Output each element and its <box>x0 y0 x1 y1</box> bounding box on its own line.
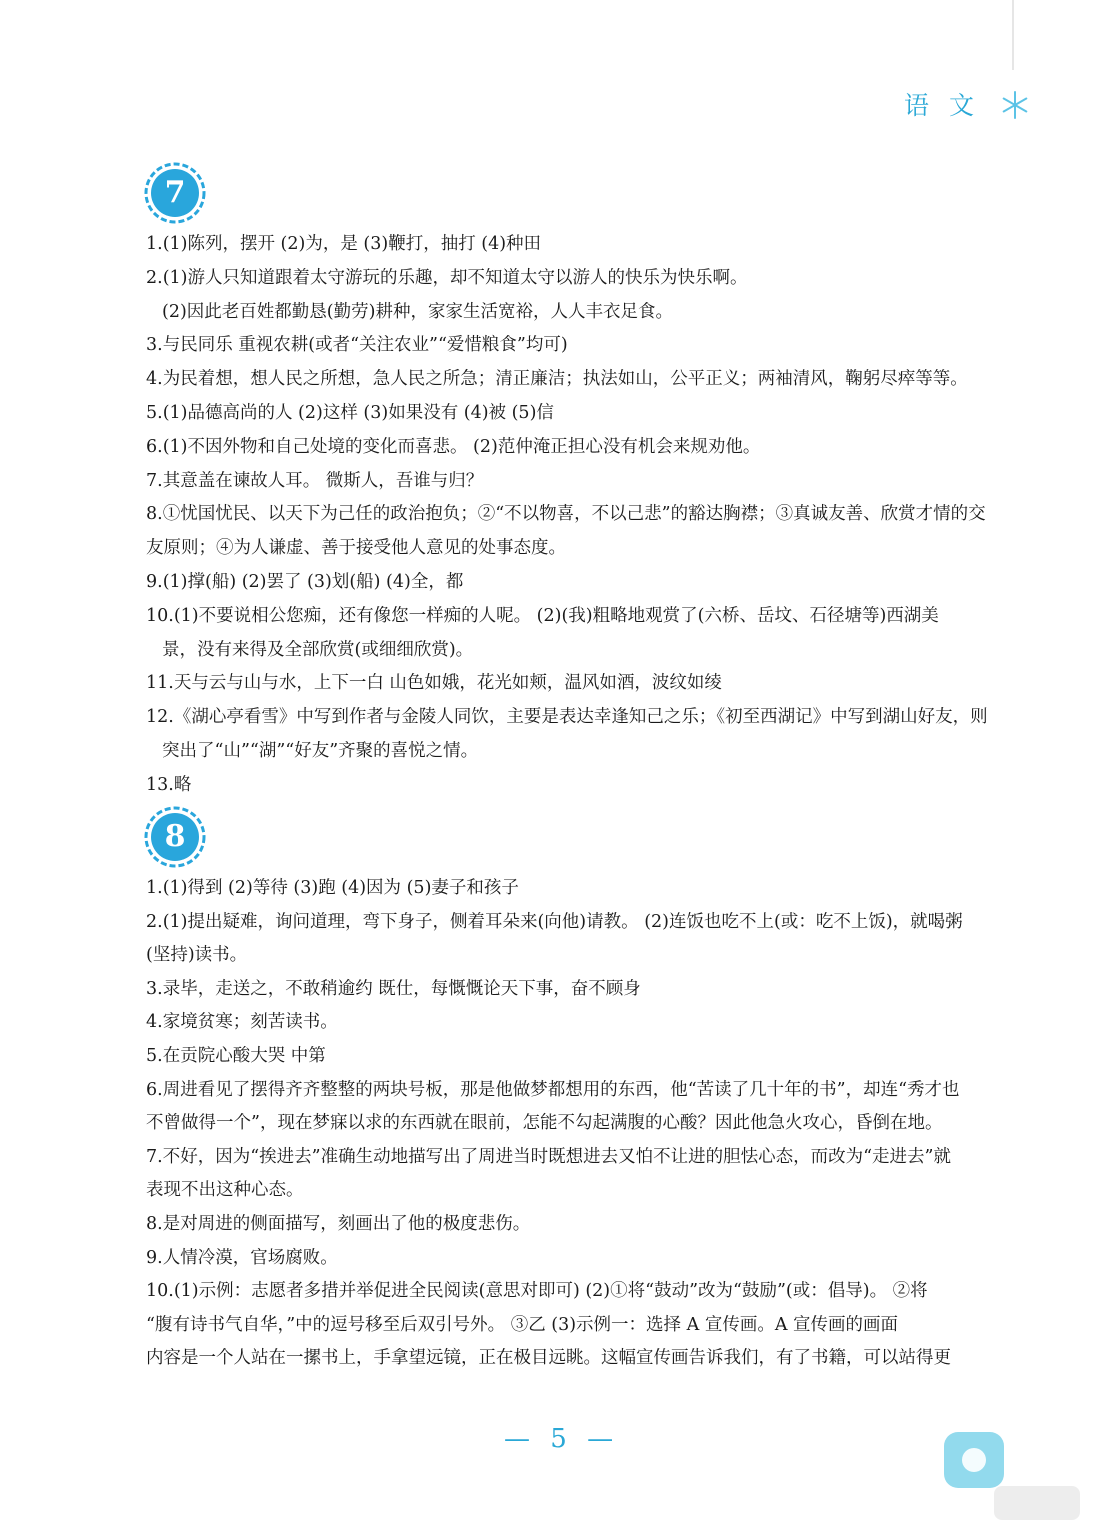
section-number: 7 <box>164 175 186 210</box>
section-badge-7 <box>144 162 206 224</box>
subject-heading: 语 文 <box>904 91 980 120</box>
answer-line: (坚持)读书。 <box>146 945 248 966</box>
answer-line: 1.(1)得到 (2)等待 (3)跑 (4)因为 (5)妻子和孩子 <box>146 878 519 898</box>
answer-line: 5.(1)品德高尚的人 (2)这样 (3)如果没有 (4)被 (5)信 <box>146 403 554 423</box>
answer-line: 9.人情冷漠，官场腐败。 <box>146 1247 338 1268</box>
answer-line: 7.其意盖在谏故人耳。 微斯人，吾谁与归？ <box>146 470 484 491</box>
answer-line: 12.《湖心亭看雪》中写到作者与金陵人同饮，主要是表达幸逢知己之乐；《初至西湖记》中写到湖山好友，则 <box>146 707 988 728</box>
answer-line: 7.不好，因为“挨进去”准确生动地描写出了周进当时既想进去又怕不让进的胆怯心态，而改为“走进去”就 <box>146 1146 951 1167</box>
answer-line: 景，没有来得及全部欣赏(或细细欣赏)。 <box>162 639 474 660</box>
answer-line: 2.(1)提出疑难，询问道理，弯下身子，侧着耳朵来(向他)请教。 (2)连饭也吃不上(或：吃不上饭)，就喝粥 <box>146 911 963 932</box>
answer-line: 不曾做得一个”，现在梦寐以求的东西就在眼前，怎能不勾起满腹的心酸？因此他急火攻心，昏倒在地。 <box>146 1113 943 1134</box>
answer-line: 10.(1)不要说相公您痴，还有像您一样痴的人呢。 (2)(我)粗略地观赏了(六桥、岳坟、石径塘等)西湖美 <box>146 605 939 626</box>
answer-line: 2.(1)游人只知道跟着太守游玩的乐趣，却不知道太守以游人的快乐为快乐啊。 <box>146 267 748 288</box>
page-edge-rule <box>1012 0 1014 70</box>
section-number: 8 <box>164 819 186 854</box>
answer-line: 8.①忧国忧民、以天下为己任的政治抱负；②“不以物喜，不以己悲”的豁达胸襟；③真诚友善、欣赏才情的交 <box>146 504 986 525</box>
answer-line: 1.(1)陈列，摆开 (2)为，是 (3)鞭打，抽打 (4)种田 <box>146 234 542 254</box>
answer-line: (2)因此老百姓都勤恳(勤劳)耕种，家家生活宽裕，人人丰衣足食。 <box>162 301 673 322</box>
answer-line: 3.与民同乐 重视农耕(或者“关注农业”“爱惜粮食”均可) <box>146 335 568 356</box>
answer-line: 6.(1)不因外物和自己处境的变化而喜悲。 (2)范仲淹正担心没有机会来规劝他。 <box>146 436 761 457</box>
answer-line: 6.周进看见了摆得齐齐整整的两块号板，那是他做梦都想用的东西，他“苦读了几十年的书”，却连“秀才也 <box>146 1079 960 1100</box>
page-number: — 5 — <box>504 1424 620 1454</box>
answer-line: 表现不出这种心态。 <box>146 1180 304 1201</box>
answer-line: 内容是一个人站在一摞书上，手拿望远镜，正在极目远眺。这幅宣传画告诉我们，有了书籍，可以站得更 <box>146 1348 951 1369</box>
answer-line: 突出了“山”“湖”“好友”齐聚的喜悦之情。 <box>162 741 479 761</box>
answer-line: 8.是对周进的侧面描写，刻画出了他的极度悲伤。 <box>146 1214 531 1234</box>
answer-line: 3.录毕，走送之，不敢稍逾约 既仕，每慨慨论天下事，奋不顾身 <box>146 978 641 999</box>
answer-line: 11.天与云与山与水，上下一白 山色如娥，花光如颊，温风如酒，波纹如绫 <box>146 673 722 694</box>
answer-line: “腹有诗书气自华，”中的逗号移至后双引号外。 ③乙 (3)示例一：选择 A 宣传画。A 宣传画的画面 <box>146 1314 899 1335</box>
watermark-logo <box>934 1426 1084 1526</box>
snowflake-icon <box>1000 90 1030 120</box>
answer-line: 4.家境贫寒；刻苦读书。 <box>146 1012 338 1033</box>
answer-line: 13.略 <box>146 774 192 795</box>
answer-line: 友原则；④为人谦虚、善于接受他人意见的处事态度。 <box>146 538 566 559</box>
answer-line: 4.为民着想，想人民之所想，急人民之所急；清正廉洁；执法如山，公平正义；两袖清风，鞠躬尽瘁等等。 <box>146 369 968 390</box>
section-badge-8 <box>144 806 206 868</box>
answer-line: 10.(1)示例：志愿者多措并举促进全民阅读(意思对即可) (2)①将“鼓动”改为“鼓励”(或：倡导)。 ②将 <box>146 1281 928 1302</box>
answer-line: 9.(1)撑(船) (2)罢了 (3)划(船) (4)全，都 <box>146 572 464 592</box>
answer-line: 5.在贡院心酸大哭 中第 <box>146 1046 326 1066</box>
